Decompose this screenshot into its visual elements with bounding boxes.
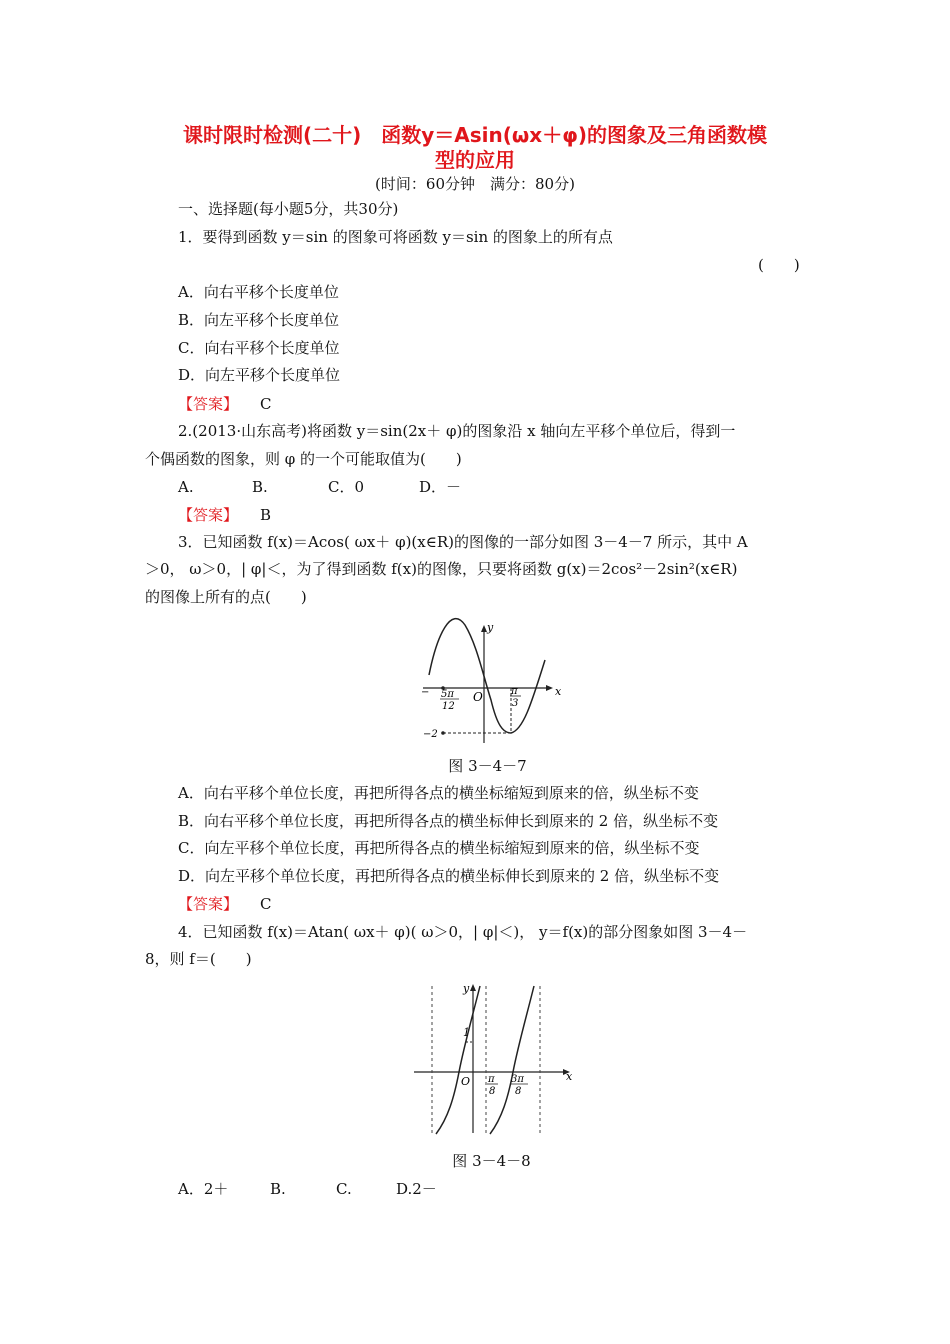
x-axis-arrow-icon	[546, 685, 553, 691]
origin-label: O	[473, 690, 483, 704]
q1-answer-paren: ( )	[758, 256, 800, 274]
q4-stem-line1: 4．已知函数 f(x)＝Atan( ωx＋ φ)( ω＞0，| φ|＜)， y＝f(x)的部分图象如图 3－4－	[178, 923, 748, 941]
q1-answer: C	[260, 395, 272, 413]
q3-stem-line1: 3．已知函数 f(x)＝Acos( ωx＋ φ)(x∈R)的图像的一部分如图 3－4－7 所示，其中 A	[178, 533, 748, 551]
q1-option-b: B．向左平移个长度单位	[178, 311, 340, 329]
x-axis-label: x	[555, 685, 562, 698]
q3-option-a: A．向右平移个单位长度，再把所得各点的横坐标缩短到原来的倍，纵坐标不变	[178, 784, 699, 802]
origin-label: O	[461, 1075, 471, 1088]
q2-option-d: D．－	[419, 478, 462, 496]
tick1-denominator: 8	[489, 1086, 496, 1097]
tick1-numerator: π	[488, 1074, 495, 1085]
q4-option-a: A．2＋	[178, 1180, 229, 1198]
q3-stem-line2: ＞0， ω＞0，| φ|＜，为了得到函数 f(x)的图像，只要将函数 g(x)＝2cos²－2sin²(x∈R)	[145, 560, 738, 578]
figure-3-4-7-caption: 图 3－4－7	[448, 757, 527, 775]
min-point	[441, 731, 445, 735]
y-axis-label: y	[463, 982, 470, 995]
q3-option-c: C．向左平移个单位长度，再把所得各点的横坐标缩短到原来的倍，纵坐标不变	[178, 839, 700, 857]
q4-stem-line2: 8，则 f＝( )	[145, 950, 252, 968]
q1-option-a: A．向右平移个长度单位	[178, 283, 339, 301]
tangent-branch-2	[490, 986, 534, 1134]
y-axis-arrow-icon	[470, 984, 476, 991]
q2-answer-label: 【答案】	[178, 506, 239, 524]
q3-stem-line3: 的图像上所有的点( )	[145, 588, 307, 606]
q2-answer: B	[260, 506, 272, 524]
q2-option-b: B.	[252, 478, 268, 496]
q4-option-c: C.	[336, 1180, 352, 1198]
y-axis-label: y	[487, 621, 494, 634]
doc-title-line2: 型的应用	[435, 148, 515, 172]
left-tick-sign: −	[421, 687, 430, 698]
left-tick-denominator: 12	[442, 701, 455, 712]
x-axis-label: x	[566, 1070, 573, 1083]
q1-option-c: C．向右平移个长度单位	[178, 339, 340, 357]
min-value-label: −2	[423, 729, 438, 740]
q2-option-a: A.	[178, 478, 194, 496]
q2-stem-line1: 2.(2013·山东高考)将函数 y＝sin(2x＋ φ)的图象沿 x 轴向左平移个单位后，得到一	[178, 422, 736, 440]
q3-option-b: B．向右平移个单位长度，再把所得各点的横坐标伸长到原来的 2 倍，纵坐标不变	[178, 812, 719, 830]
right-tick-numerator: π	[511, 686, 518, 697]
q4-option-d: D.2－	[396, 1180, 437, 1198]
one-label: 1	[463, 1026, 470, 1039]
q3-answer-label: 【答案】	[178, 895, 239, 913]
tick2-numerator: 3π	[511, 1074, 524, 1085]
section-heading: 一、选择题(每小题5分，共30分)	[178, 200, 399, 218]
tick2-denominator: 8	[515, 1086, 522, 1097]
q1-answer-label: 【答案】	[178, 395, 239, 413]
q2-option-c: C．0	[328, 478, 365, 496]
right-tick-denominator: 3	[512, 698, 519, 709]
q3-answer: C	[260, 895, 272, 913]
left-tick-numerator: 5π	[441, 689, 454, 700]
figure-3-4-8-caption: 图 3－4－8	[452, 1152, 531, 1170]
cosine-curve	[429, 619, 545, 733]
q3-option-d: D．向左平移个单位长度，再把所得各点的横坐标伸长到原来的 2 倍，纵坐标不变	[178, 867, 720, 885]
figure-3-4-8	[410, 978, 580, 1138]
q4-option-b: B.	[270, 1180, 286, 1198]
q1-stem: 1．要得到函数 y＝sin 的图象可将函数 y＝sin 的图象上的所有点	[178, 228, 613, 246]
doc-title-line1: 课时限时检测(二十) 函数y＝Asin(ωx＋φ)的图象及三角函数模	[182, 123, 767, 147]
q2-stem-line2: 个偶函数的图象，则 φ 的一个可能取值为( )	[145, 450, 462, 468]
figure-3-4-7	[415, 615, 565, 750]
exam-meta: (时间：60分钟 满分：80分)	[375, 175, 575, 193]
q1-option-d: D．向左平移个长度单位	[178, 366, 341, 384]
